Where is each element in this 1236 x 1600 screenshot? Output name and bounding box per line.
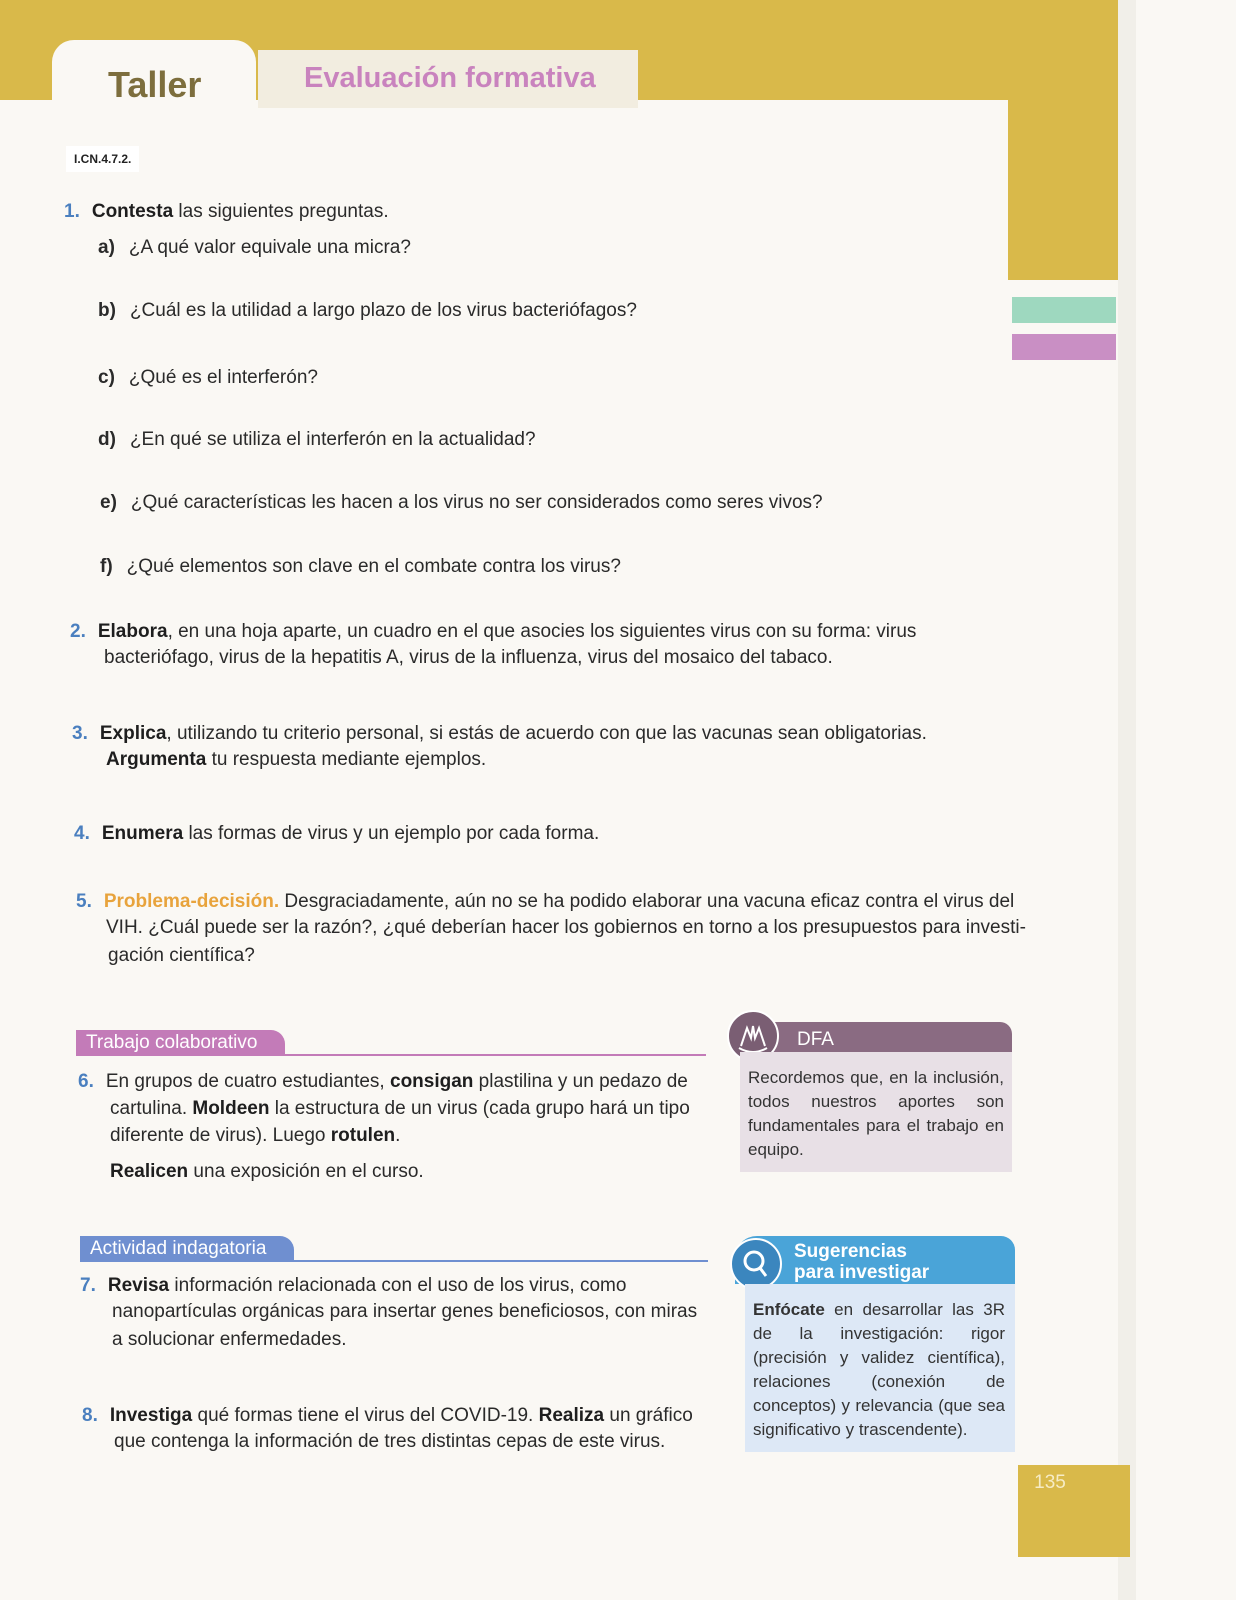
- verb: Argumenta: [106, 749, 207, 770]
- dfa-header: [740, 1022, 1012, 1052]
- item-text: ¿En qué se utiliza el interferón en la actualidad?: [129, 429, 536, 450]
- trabajo-colaborativo-header: [76, 1030, 706, 1056]
- question-text: tu respuesta mediante ejemplos.: [206, 749, 487, 770]
- text: la estructura de un virus (cada grupo hará un tipo: [269, 1098, 690, 1119]
- tab-taller: [52, 40, 256, 120]
- question-number: 7.: [80, 1275, 96, 1296]
- section-divider: [76, 1054, 706, 1056]
- question-1f: [100, 553, 621, 581]
- question-5-line2: VIH. ¿Cuál puede ser la razón?, ¿qué deberían hacer los gobiernos en torno a los presupuestos para investi-: [106, 917, 1026, 938]
- question-1a: [98, 234, 411, 262]
- sugerencias-title-line2: para investigar: [794, 1262, 930, 1283]
- sugerencias-text: [753, 1298, 1005, 1442]
- question-1c: [98, 364, 318, 392]
- question-4: [74, 820, 599, 848]
- text: cartulina.: [110, 1098, 193, 1119]
- verb: Enumera: [101, 823, 184, 844]
- verb: Enfócate: [753, 1300, 825, 1319]
- text: plastilina y un pedazo de: [473, 1071, 688, 1092]
- edge-tab-purple: [1012, 334, 1116, 360]
- text: una exposición en el curso.: [188, 1161, 424, 1182]
- item-letter: f): [100, 556, 113, 577]
- question-text: las formas de virus y un ejemplo por cada forma.: [183, 823, 600, 844]
- trabajo-colaborativo-label: Trabajo colaborativo: [76, 1030, 285, 1056]
- verb: Moldeen: [192, 1098, 270, 1119]
- page-number: 135: [1034, 1472, 1066, 1493]
- text: diferente de virus). Luego: [110, 1125, 331, 1146]
- question-text: las siguientes preguntas.: [173, 201, 389, 222]
- verb: Explica: [99, 723, 167, 744]
- section-divider: [80, 1260, 708, 1262]
- page-edge: [1118, 0, 1136, 1600]
- item-text: ¿Qué es el interferón?: [128, 367, 318, 388]
- question-1b: [98, 297, 637, 325]
- right-band: [1008, 0, 1120, 280]
- question-text: , en una hoja aparte, un cuadro en el que asocies los siguientes virus con su forma: virus: [167, 621, 917, 642]
- question-6-line3: [110, 1122, 400, 1150]
- question-1d: [98, 426, 536, 454]
- item-letter: a): [98, 237, 115, 258]
- item-text: ¿Qué características les hacen a los virus no ser considerados como seres vivos?: [130, 492, 823, 513]
- question-8-line2: que contenga la información de tres distintas cepas de este virus.: [114, 1431, 666, 1452]
- question-text: qué formas tiene el virus del COVID-19.: [192, 1405, 539, 1426]
- question-7-line2: nanopartículas orgánicas para insertar genes beneficiosos, con miras: [112, 1301, 698, 1322]
- tab-evaluacion-label: Evaluación formativa: [304, 62, 596, 94]
- item-letter: b): [98, 300, 116, 321]
- dfa-title: DFA: [797, 1029, 834, 1050]
- question-text: información relacionada con el uso de los virus, como: [169, 1275, 627, 1296]
- verb: consigan: [390, 1071, 474, 1092]
- magnifier-icon: [730, 1238, 782, 1290]
- item-letter: d): [98, 429, 116, 450]
- question-7-line3: a solucionar enfermedades.: [112, 1329, 347, 1350]
- question-3: [72, 720, 927, 748]
- sugerencias-title: [794, 1241, 929, 1283]
- verb: Elabora: [97, 621, 168, 642]
- question-number: 1.: [64, 201, 80, 222]
- item-text: ¿Cuál es la utilidad a largo plazo de los virus bacteriófagos?: [129, 300, 637, 321]
- question-text: Desgraciadamente, aún no se ha podido elaborar una vacuna eficaz contra el virus del: [279, 891, 1015, 912]
- question-number: 5.: [76, 891, 92, 912]
- question-number: 4.: [74, 823, 90, 844]
- question-number: 3.: [72, 723, 88, 744]
- question-2-line2: bacteriófago, virus de la hepatitis A, virus de la influenza, virus del mosaico del tabaco.: [104, 647, 833, 668]
- verb: Realicen: [110, 1161, 189, 1182]
- question-5-line3: gación científica?: [108, 945, 255, 966]
- question-3-line2: [106, 746, 486, 774]
- verb: Revisa: [107, 1275, 170, 1296]
- dfa-text: Recordemos que, en la inclusión, todos nuestros aportes son fundamentales para el trabajo en equipo.: [748, 1068, 1004, 1159]
- tab-evaluacion: [258, 50, 638, 108]
- question-6: [78, 1068, 688, 1096]
- question-5: [76, 888, 1014, 916]
- question-1: [64, 198, 389, 226]
- verb: Investiga: [109, 1405, 193, 1426]
- item-text: ¿A qué valor equivale una micra?: [128, 237, 411, 258]
- verb: Contesta: [91, 201, 174, 222]
- sugerencias-title-line1: Sugerencias: [794, 1241, 907, 1262]
- verb: Realiza: [538, 1405, 605, 1426]
- text: En grupos de cuatro estudiantes,: [105, 1071, 390, 1092]
- tab-taller-label: Taller: [108, 64, 202, 105]
- actividad-indagatoria-header: [80, 1236, 708, 1262]
- edge-tab-green: [1012, 297, 1116, 323]
- verb: rotulen: [330, 1125, 396, 1146]
- question-number: 8.: [82, 1405, 98, 1426]
- question-2: [70, 618, 916, 646]
- question-number: 2.: [70, 621, 86, 642]
- indicator-code: I.CN.4.7.2.: [66, 146, 139, 172]
- question-text: un gráfico: [604, 1405, 693, 1426]
- question-8: [82, 1402, 693, 1430]
- question-number: 6.: [78, 1071, 94, 1092]
- problem-decision-label: Problema-decisión.: [103, 891, 280, 912]
- item-letter: e): [100, 492, 117, 513]
- item-text: ¿Qué elementos son clave en el combate contra los virus?: [126, 556, 621, 577]
- sugerencias-body-text: en desarrollar las 3R de la investigación: rigor (precisión y validez científica), relaciones (conexión de conceptos) y relevancia (que sea significativo y trascendente).: [753, 1300, 1005, 1439]
- question-6-line2: [110, 1095, 690, 1123]
- question-1e: [100, 489, 823, 517]
- question-6-line4: [110, 1158, 424, 1186]
- question-text: , utilizando tu criterio personal, si estás de acuerdo con que las vacunas sean obligatorias.: [166, 723, 927, 744]
- actividad-indagatoria-label: Actividad indagatoria: [80, 1236, 294, 1262]
- text: .: [395, 1125, 401, 1146]
- item-letter: c): [98, 367, 115, 388]
- question-7: [80, 1272, 626, 1300]
